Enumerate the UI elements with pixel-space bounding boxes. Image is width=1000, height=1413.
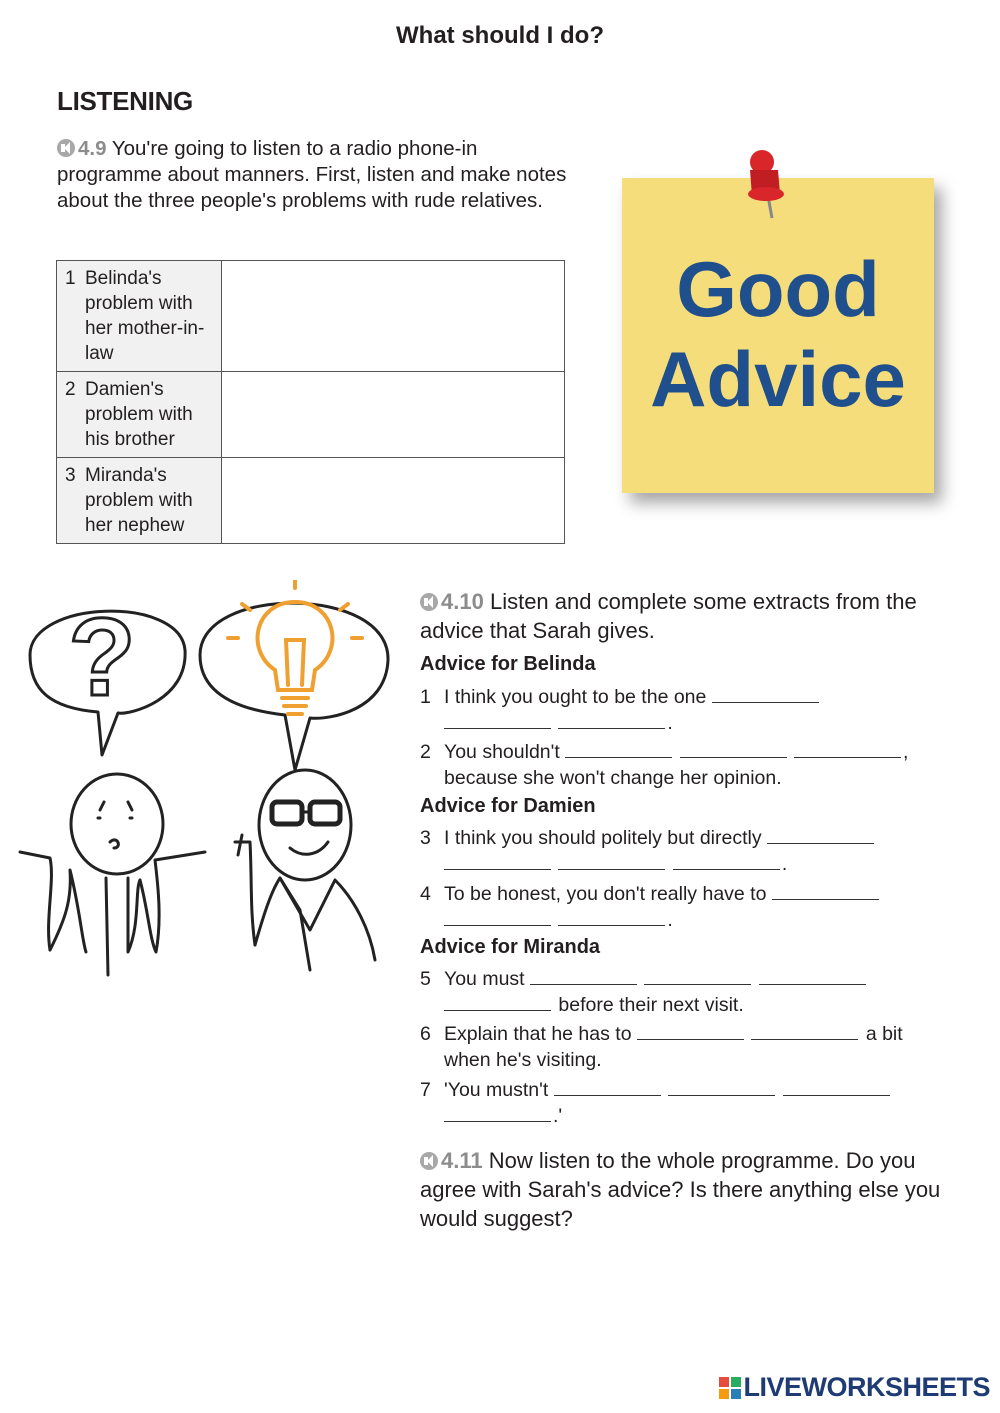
answer-blank[interactable] bbox=[767, 825, 874, 844]
answer-blank[interactable] bbox=[783, 1077, 890, 1096]
speech-bubble-right bbox=[200, 603, 388, 770]
liveworksheets-logo[interactable] bbox=[719, 1372, 990, 1403]
item-punctuation: . bbox=[667, 909, 673, 931]
item-text-continued: because she won't change her opinion. bbox=[444, 767, 782, 789]
answer-blank[interactable] bbox=[444, 710, 551, 729]
exercise-3-instruction bbox=[420, 1146, 960, 1233]
item-number: 2 bbox=[420, 741, 431, 763]
track-number: 4.9 bbox=[78, 137, 107, 160]
item-number: 4 bbox=[420, 883, 431, 905]
item-text: 'You mustn't bbox=[444, 1079, 549, 1101]
row-label bbox=[57, 372, 222, 458]
table-row bbox=[57, 261, 565, 372]
answer-blank[interactable] bbox=[644, 966, 751, 985]
answer-blank[interactable] bbox=[554, 1077, 661, 1096]
answer-blank[interactable] bbox=[637, 1021, 744, 1040]
answer-blank[interactable] bbox=[668, 1077, 775, 1096]
row-label bbox=[57, 458, 222, 544]
advice-item-6 bbox=[420, 1021, 960, 1073]
notes-table bbox=[56, 260, 565, 544]
item-text: I think you should politely but directly bbox=[444, 827, 762, 849]
advice-item-1 bbox=[420, 684, 960, 736]
item-text: You must bbox=[444, 968, 525, 990]
item-punctuation: .' bbox=[553, 1105, 563, 1127]
brand-name: LIVEWORKSHEETS bbox=[743, 1372, 990, 1402]
answer-blank[interactable] bbox=[673, 851, 780, 870]
row-number: 3 bbox=[65, 465, 76, 486]
row-label-text: Belinda's problem with her mother-in-law bbox=[85, 268, 205, 364]
notes-answer-cell[interactable] bbox=[222, 458, 565, 544]
lightbulb-icon bbox=[228, 580, 362, 714]
page-title: What should I do? bbox=[396, 22, 604, 49]
item-punctuation: , bbox=[903, 741, 909, 763]
item-text: I think you ought to be the one bbox=[444, 686, 707, 708]
advice-item-5 bbox=[420, 966, 960, 1018]
row-label bbox=[57, 261, 222, 372]
item-text-continued: before their next visit. bbox=[558, 994, 744, 1016]
answer-blank[interactable] bbox=[712, 684, 819, 703]
item-punctuation: . bbox=[667, 712, 673, 734]
item-text-continued: when he's visiting. bbox=[444, 1049, 602, 1071]
thinking-figures-illustration bbox=[10, 580, 390, 985]
track-number: 4.11 bbox=[441, 1148, 483, 1173]
answer-blank[interactable] bbox=[444, 851, 551, 870]
question-mark-icon bbox=[68, 596, 135, 719]
item-number: 1 bbox=[420, 686, 431, 708]
answer-blank[interactable] bbox=[558, 710, 665, 729]
row-label-text: Miranda's problem with her nephew bbox=[85, 465, 193, 536]
item-text: To be honest, you don't really have to bbox=[444, 883, 767, 905]
notes-answer-cell[interactable] bbox=[222, 372, 565, 458]
answer-blank[interactable] bbox=[530, 966, 637, 985]
item-number: 6 bbox=[420, 1023, 431, 1045]
left-figure-head bbox=[71, 774, 163, 874]
item-number: 3 bbox=[420, 827, 431, 849]
advice-heading-miranda: Advice for Miranda bbox=[420, 936, 601, 958]
answer-blank[interactable] bbox=[444, 1103, 551, 1122]
notes-answer-cell[interactable] bbox=[222, 261, 565, 372]
item-punctuation: . bbox=[781, 853, 788, 875]
svg-text:?: ? bbox=[68, 596, 136, 719]
answer-blank[interactable] bbox=[558, 907, 665, 926]
instruction-text: Listen and complete some extracts from the advice that Sarah gives. bbox=[420, 589, 917, 643]
advice-item-7 bbox=[420, 1077, 960, 1129]
table-row bbox=[57, 372, 565, 458]
advice-heading-damien: Advice for Damien bbox=[420, 795, 596, 817]
answer-blank[interactable] bbox=[751, 1021, 858, 1040]
row-label-text: Damien's problem with his brother bbox=[85, 379, 193, 450]
item-number: 7 bbox=[420, 1079, 431, 1101]
audio-icon[interactable] bbox=[57, 139, 75, 157]
item-text: a bit bbox=[865, 1023, 903, 1045]
item-text: Explain that he has to bbox=[444, 1023, 632, 1045]
answer-blank[interactable] bbox=[680, 739, 787, 758]
advice-item-2 bbox=[420, 739, 960, 791]
answer-blank[interactable] bbox=[772, 881, 879, 900]
answer-blank[interactable] bbox=[444, 992, 551, 1011]
section-heading: LISTENING bbox=[57, 86, 193, 116]
item-number: 5 bbox=[420, 968, 431, 990]
row-number: 1 bbox=[65, 268, 76, 289]
exercise-1-instruction bbox=[57, 136, 567, 214]
advice-item-4 bbox=[420, 881, 960, 933]
audio-icon[interactable] bbox=[420, 1152, 438, 1170]
answer-blank[interactable] bbox=[794, 739, 901, 758]
advice-heading-belinda: Advice for Belinda bbox=[420, 653, 596, 675]
advice-item-3 bbox=[420, 825, 960, 877]
answer-blank[interactable] bbox=[759, 966, 866, 985]
track-number: 4.10 bbox=[441, 589, 484, 614]
note-line-2: Advice bbox=[650, 335, 906, 423]
note-line-1: Good bbox=[676, 245, 880, 333]
answer-blank[interactable] bbox=[565, 739, 672, 758]
instruction-text: You're going to listen to a radio phone-in programme about manners. First, listen and make notes about the three people's problems with rude relatives. bbox=[57, 137, 567, 212]
audio-icon[interactable] bbox=[420, 593, 438, 611]
liveworksheets-logo-icon bbox=[719, 1377, 741, 1399]
answer-blank[interactable] bbox=[558, 851, 665, 870]
exercise-2-instruction bbox=[420, 587, 980, 645]
answer-blank[interactable] bbox=[444, 907, 551, 926]
table-row bbox=[57, 458, 565, 544]
row-number: 2 bbox=[65, 379, 76, 400]
instruction-text: Now listen to the whole programme. Do you agree with Sarah's advice? Is there anything else you would suggest? bbox=[420, 1148, 941, 1231]
item-text: You shouldn't bbox=[444, 741, 560, 763]
good-advice-note bbox=[600, 148, 990, 538]
